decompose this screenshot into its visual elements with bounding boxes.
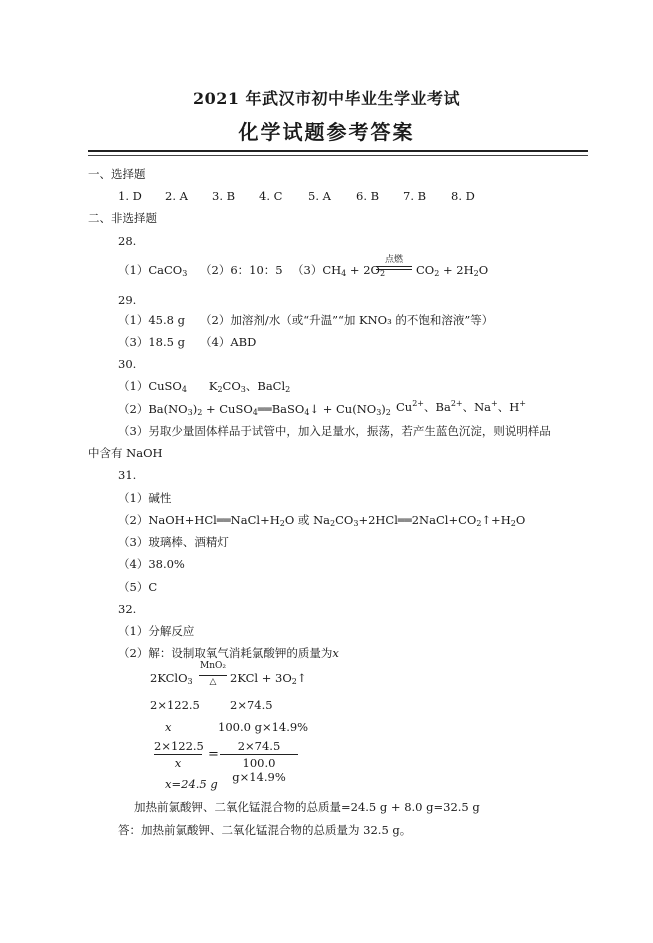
choice-answer: 7. B xyxy=(403,189,427,203)
q30-number: 30. xyxy=(118,357,137,371)
q32-mass-kcl: 2×74.5 xyxy=(230,698,273,712)
q28-a1-sub: 3 xyxy=(182,269,188,278)
choice-answer: 1. D xyxy=(118,189,142,203)
q32-answer-1: （1）分解反应 xyxy=(118,624,195,638)
q32-reaction-line xyxy=(199,675,227,676)
q30-ions: $Cu^{2+}$、$Ba^{2+}$、Na+、H+ xyxy=(396,399,526,414)
q31-answer-1: （1）碱性 xyxy=(118,491,172,505)
q32-total-mass-line: 加热前氯酸钾、二氧化锰混合物的总质量=24.5 g + 8.0 g=32.5 g xyxy=(134,800,480,814)
choice-answer: 4. C xyxy=(259,189,283,203)
title-divider-thin xyxy=(88,155,588,156)
q30-answer-2: $(2)Ba(NO_3)_2$ + CuSO$_4$══BaSO$_4$↓ + $Cu(NO_3)_2$ xyxy=(118,402,391,417)
choice-answer: 2. A xyxy=(165,189,188,203)
q28-answer-1 xyxy=(118,263,187,277)
reaction-arrow-line-top xyxy=(376,266,412,267)
q31-answer-4: （4）38.0% xyxy=(118,557,185,571)
q29-answer-1: （1）45.8 g xyxy=(118,313,185,327)
q32-unknown: x xyxy=(165,720,172,734)
q30-answer-3-line2: 中含有 NaOH xyxy=(88,446,163,460)
choice-answer: 5. A xyxy=(308,189,331,203)
choice-answer: 6. B xyxy=(356,189,380,203)
answer-key-title: 化学试题参考答案 xyxy=(238,120,415,144)
q29-number: 29. xyxy=(118,293,137,307)
q28-a3-label: （3） xyxy=(292,263,323,277)
q32-intro-text: （2）解：设制取氧气消耗氯酸钾的质量为 xyxy=(118,646,333,660)
q28-answer-3: $(3)CH_4 + 2O_2$ xyxy=(292,263,386,278)
q32-proportion-right: 2×74.5 100.0 g×14.9% xyxy=(220,739,298,784)
q32-given-mass: 100.0 g×14.9% xyxy=(218,720,309,734)
q28-a1-label: （1） xyxy=(118,263,149,277)
q28-reaction-condition: 点燃 xyxy=(384,255,403,265)
q31-answer-2: $(2)NaOH+HCl══NaCl+H_2O$ 或 $Na_2CO_3+2HCl══2NaCl+CO_2↑+H_2O$ xyxy=(118,513,526,528)
exam-title: 2021 年武汉市初中毕业生学业考试 xyxy=(192,89,461,108)
q32-final-answer: 答：加热前氯酸钾、二氧化锰混合物的总质量为 32.5 g。 xyxy=(118,823,412,837)
reaction-arrow-line-bottom xyxy=(376,269,412,270)
q28-number: 28. xyxy=(118,234,137,248)
q28-answer-2 xyxy=(200,263,283,277)
q32-variable: x xyxy=(332,646,339,660)
q28-equation-products: $CO_2 + 2H_2O$ xyxy=(416,263,489,278)
q32-result: x=24.5 g xyxy=(165,777,218,791)
q29-answer-2: （2）加溶剂/水（或“升温”“加 KNO₃ 的不饱和溶液”等） xyxy=(200,313,494,327)
title-divider-thick xyxy=(88,150,588,152)
section-choice-heading: 一、选择题 xyxy=(88,167,146,181)
q31-answer-3: （3）玻璃棒、酒精灯 xyxy=(118,535,229,549)
section-nonchoice-heading: 二、非选择题 xyxy=(88,211,157,225)
q31-number: 31. xyxy=(118,468,137,482)
q32-proportion-left: 2×122.5 x xyxy=(154,739,204,770)
q32-number: 32. xyxy=(118,602,137,616)
q32-equation-reactant: 2KClO$_3$ xyxy=(150,671,193,686)
q32-catalyst: MnO₂ xyxy=(200,661,226,671)
choice-answer: 3. B xyxy=(212,189,236,203)
q30-answer-1: （1）CuSO$_4$ $K_2CO_3$、BaCl$_2$ xyxy=(118,379,291,394)
q32-equation-products: $2KCl + 3O_2↑$ xyxy=(230,671,307,686)
q32-mass-kclo3: 2×122.5 xyxy=(150,698,200,712)
choice-answer: 8. D xyxy=(451,189,475,203)
q32-equals-sign: = xyxy=(208,747,219,762)
q28-a2-label: （2） xyxy=(200,263,231,277)
q29-answer-3: （3）18.5 g xyxy=(118,335,185,349)
q32-heat-symbol: △ xyxy=(209,677,217,687)
q30-answer-3-line1: （3）另取少量固体样品于试管中，加入足量水，振荡，若产生蓝色沉淀，则说明样品 xyxy=(118,424,551,438)
q32-answer-2-intro xyxy=(118,646,339,660)
q29-answer-4: （4）ABD xyxy=(200,335,257,349)
q28-a2-ratio: 6：10：5 xyxy=(230,263,283,277)
q28-a1-formula: CaCO xyxy=(148,263,183,277)
q31-answer-5: （5）C xyxy=(118,580,158,594)
